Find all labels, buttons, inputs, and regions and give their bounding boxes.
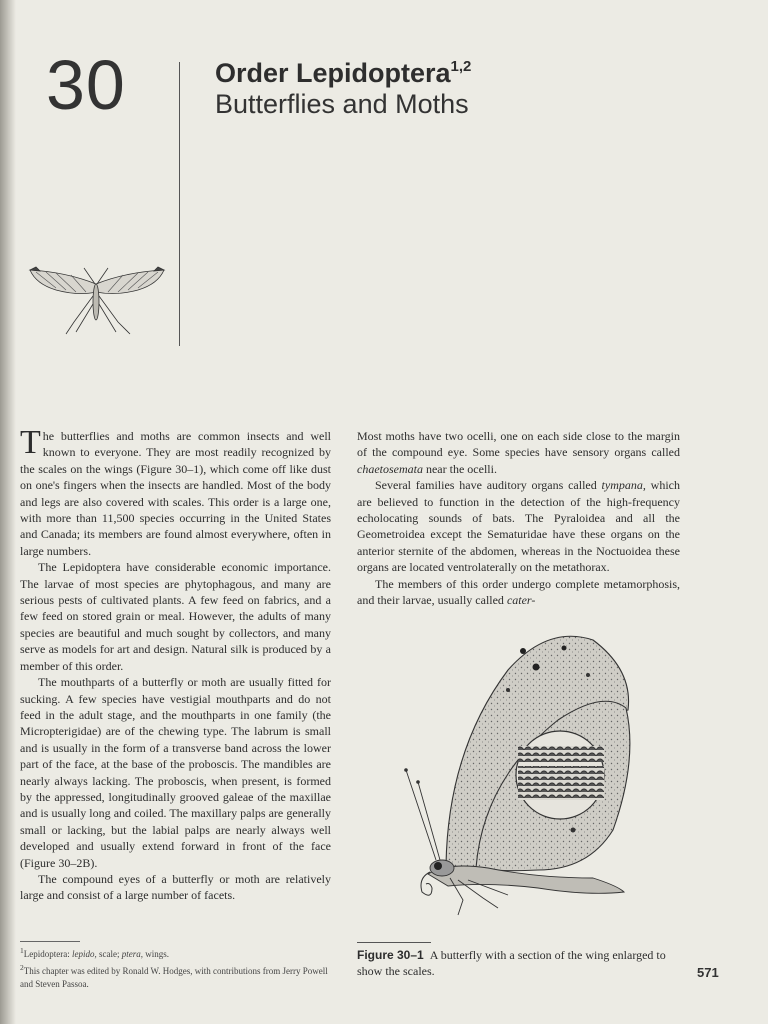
- drop-cap: T: [20, 424, 41, 461]
- paragraph: [357, 576, 680, 609]
- footnote-italic: lepido,: [71, 949, 97, 959]
- caption-text: A butterfly with a section of the wing enlarged to show the scales.: [357, 948, 666, 978]
- footnote-text: wings.: [142, 949, 169, 959]
- chapter-title: [215, 58, 471, 89]
- footnote: [20, 944, 340, 961]
- text-column-left: [20, 424, 331, 904]
- butterfly-illustration: [388, 630, 642, 920]
- paragraph-text: near the ocelli.: [422, 461, 497, 476]
- page-number: 571: [697, 965, 719, 980]
- term-italic: tympana,: [601, 478, 646, 493]
- caption-divider: [357, 942, 431, 943]
- footnote-italic: ptera,: [121, 949, 143, 959]
- footnote-mark: 2: [20, 963, 24, 972]
- term-italic: cater-: [506, 593, 536, 608]
- term-italic: chaetosemata: [357, 461, 423, 476]
- paragraph: The mouthparts of a butterfly or moth are usually fitted for sucking. A few species have vestigial mouthparts and do not feed in the adult stage, and the mouthparts in one family (the Micropterigidae) are of the chewing type. The labrum is small and is usually in the form of a transverse band across the lower part of the face, at the base of the proboscis. The mandibles are nearly always lacking. The proboscis, when present, is formed by the appressed, longitudinally grooved galeae of the maxillae and is usually long and coiled. The maxillary palps are generally small or lacking, but the labial palps are nearly always well developed and usually extend forward in front of the face (Figure 30–2B).: [20, 675, 331, 870]
- paragraph: The Lepidoptera have considerable economic importance. The larvae of most species are phytophagous, and many are serious pests of cultivated plants. A few feed on fabrics, and a few feed on stored grain or meal. However, the adults of many species are beautiful and much sought by collectors, and many serve as models for art and design. Natural silk is produced by a member of this order.: [20, 560, 331, 673]
- footnote-text: Lepidoptera:: [23, 949, 72, 959]
- paragraph: The compound eyes of a butterfly or moth are relatively large and consist of a large number of facets.: [20, 871, 331, 903]
- header-divider: [179, 62, 180, 346]
- chapter-title-text: Order Lepidoptera: [215, 58, 451, 88]
- figure-label: Figure 30–1: [357, 948, 424, 962]
- footnote: [20, 961, 340, 991]
- paragraph-text: Several families have auditory organs called: [375, 478, 602, 493]
- chapter-subtitle: Butterflies and Moths: [215, 89, 469, 120]
- footnote-divider: [20, 941, 80, 942]
- book-binding-shadow: [0, 0, 16, 1024]
- moth-illustration: [26, 262, 168, 348]
- paragraph-text: he butterflies and moths are common insects and well known to everyone. They are most readily recognized by the scales on the wings (Figure 30–1), which come off like dust on one's fingers when the insects are handled. Most of the body and legs are also covered with scales. This order is a large one, with more than 11,500 species occurring in the United States and Canada; its members are found almost everywhere, often in large numbers.: [20, 429, 331, 558]
- paragraph: [357, 477, 680, 575]
- paragraph: [357, 428, 680, 477]
- chapter-number: 30: [46, 46, 126, 124]
- text-column-right: [357, 428, 680, 608]
- footnote-mark: 1: [20, 946, 24, 955]
- footnote-text: This chapter was edited by Ronald W. Hodges, with contributions from Jerry Powell and Steven Passoa.: [20, 966, 328, 989]
- figure-caption: [357, 948, 677, 979]
- paragraph: [20, 424, 331, 559]
- footnotes: [20, 944, 340, 991]
- chapter-title-footnote-mark: 1,2: [450, 58, 472, 75]
- chapter-title-block: [215, 58, 471, 120]
- footnote-text: scale;: [96, 949, 122, 959]
- paragraph-text: Most moths have two ocelli, one on each side close to the margin of the compound eye. Some species have sensory organs called: [357, 429, 680, 460]
- paragraph-text: The members of this order undergo complete metamorphosis, and their larvae, usually called: [357, 576, 680, 608]
- paragraph-text: which are believed to function in the detection of the high-frequency echolocating sounds of bats. The Pyraloidea and all the Geometroidea except the Sematuridae have these organs on the anterior sternite of the abdomen, whereas in the Noctuoidea these organs are located ventrolaterally on the metathorax.: [357, 478, 681, 575]
